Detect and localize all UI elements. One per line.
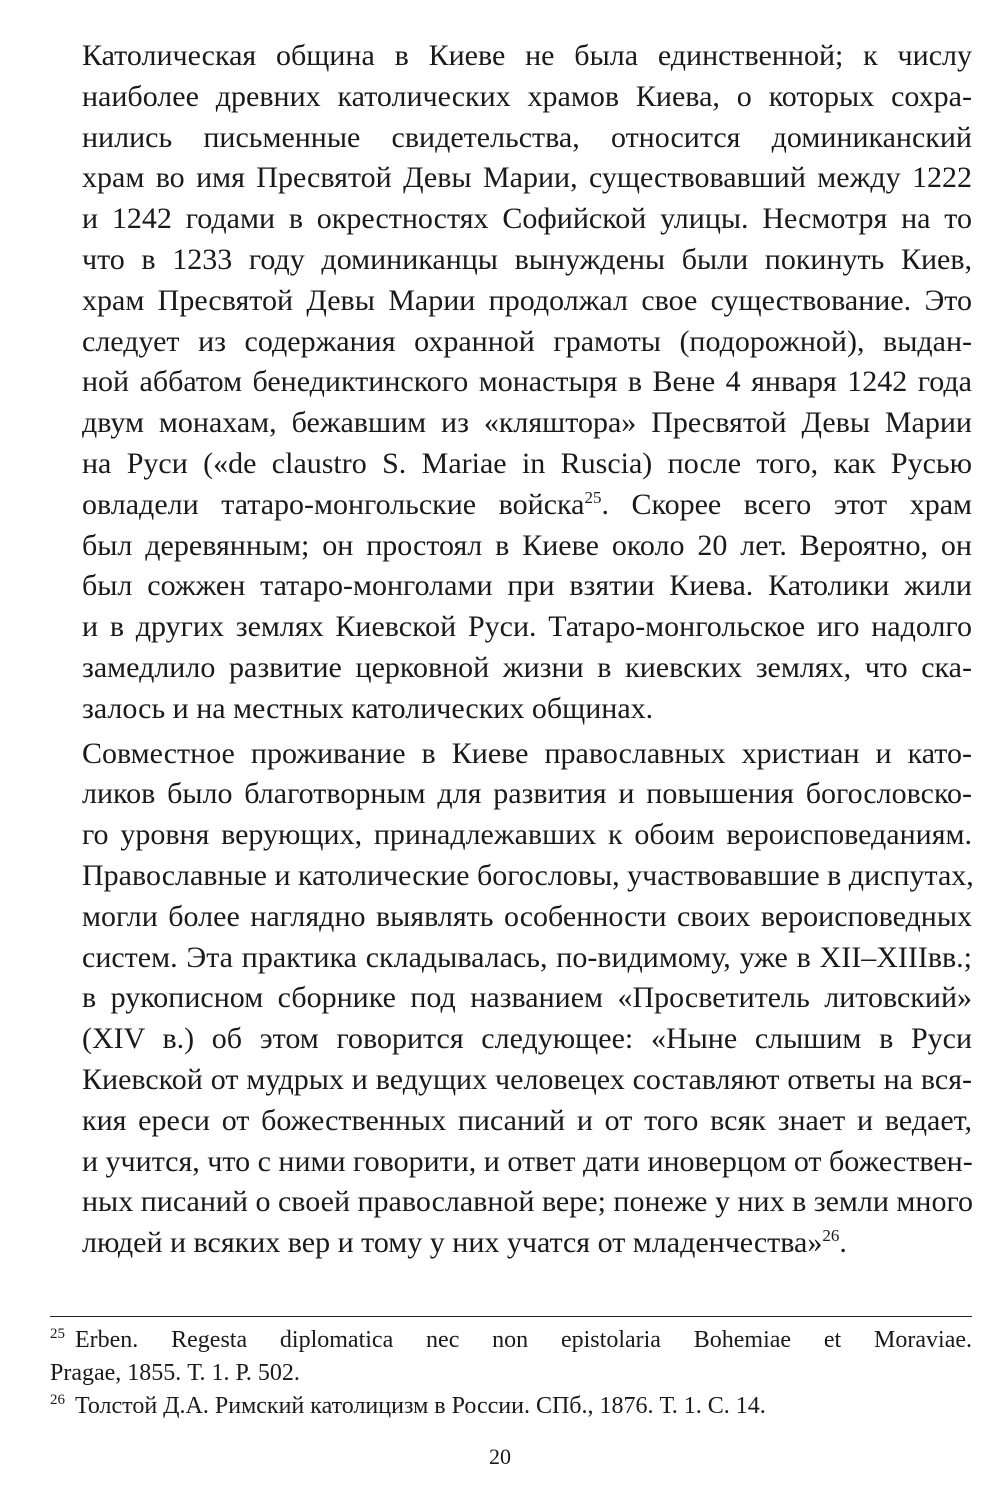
- footnote-26: [50, 1390, 972, 1423]
- footnote-line: Pragae, 1855. Т. 1. Р. 502.: [50, 1360, 300, 1386]
- footnote-line: [50, 1390, 972, 1423]
- footnote-text: Erben. Regesta diplomatica nec non epistolaria Bohemiae et Moraviae.: [75, 1327, 972, 1353]
- text-line: Православные и католические богословы, участвовавшие в диспутах,: [82, 858, 974, 892]
- paragraph-1: [50, 36, 972, 730]
- text-line: был сожжен татаро-монголами при взятии Киева. Католики жили: [82, 569, 972, 603]
- text-line: кия ереси от божественных писаний и от того всяк знает и ведает,: [82, 1103, 972, 1137]
- text-line: следует из содержания охранной грамоты (подорожной), выдан-: [82, 324, 972, 358]
- text-line: ных писаний о своей православной вере; понеже у них в земли много: [82, 1185, 974, 1219]
- text-line: ной аббатом бенедиктинского монастыря в Вене 4 января 1242 года: [82, 365, 972, 399]
- text-segment: . Скорее всего этот храм: [601, 487, 973, 521]
- text-line: двум монахам, бежавшим из «кляштора» Пресвятой Девы Марии: [82, 406, 972, 440]
- text-line: был деревянным; он простоял в Киеве около 20 лет. Вероятно, он: [82, 528, 972, 562]
- footnote-divider: [50, 1316, 972, 1317]
- text-line: ликов было благотворным для развития и повышения богословско-: [82, 777, 972, 811]
- text-line: что в 1233 году доминиканцы вынуждены были покинуть Киев,: [82, 242, 972, 276]
- text-segment: .: [839, 1226, 847, 1260]
- text-line: го уровня верующих, принадлежавших к обоим вероисповеданиям.: [82, 818, 972, 852]
- text-line: (XIV в.) об этом говорится следующее: «Ныне слышим в Руси: [82, 1022, 972, 1056]
- text-line: храм во имя Пресвятой Девы Марии, существовавший между 1222: [82, 161, 972, 195]
- main-text: [50, 36, 972, 1264]
- text-segment: людей и всяких вер и тому у них учатся от младенчества»: [82, 1226, 823, 1260]
- text-line: Киевской от мудрых и ведущих человецех составляют ответы на вся-: [82, 1062, 972, 1096]
- text-line: систем. Эта практика складывалась, по-видимому, уже в XII–XIIIвв.;: [82, 940, 972, 974]
- text-line: замедлило развитие церковной жизни в киевских землях, что ска-: [82, 650, 972, 684]
- text-line: храм Пресвятой Девы Марии продолжал свое существование. Это: [82, 283, 972, 317]
- footnote-25: [50, 1324, 972, 1390]
- text-segment: овладели татаро-монгольские войска: [82, 487, 585, 521]
- text-line-with-footnote-ref: [50, 1223, 972, 1264]
- text-line: залось и на местных католических общинах.: [82, 691, 654, 725]
- text-line-with-footnote-ref: [50, 485, 972, 526]
- text-line: на Руси («de claustro S. Mariae in Ruscia) после того, как Русью: [82, 446, 972, 480]
- text-line: Совместное проживание в Киеве православных христиан и като-: [82, 736, 972, 770]
- text-line: в рукописном сборнике под названием «Просветитель литовский»: [82, 981, 972, 1015]
- footnote-ref-25[interactable]: 25: [584, 487, 602, 507]
- footnote-ref-26[interactable]: 26: [822, 1226, 840, 1246]
- text-line: и в других землях Киевской Руси. Татаро-монгольское иго надолго: [82, 610, 972, 644]
- footnote-line: [50, 1324, 972, 1357]
- footnote-mark: 25: [50, 1326, 65, 1342]
- text-line: могли более наглядно выявлять особенности своих вероисповедных: [82, 899, 972, 933]
- paragraph-2: [50, 734, 972, 1264]
- text-line: наиболее древних католических храмов Киева, о которых сохра-: [82, 79, 972, 113]
- text-line: нились письменные свидетельства, относится доминиканский: [82, 120, 972, 154]
- page-number: 20: [489, 1444, 511, 1469]
- text-line: Католическая община в Киеве не была единственной; к числу: [82, 39, 972, 72]
- footnote-text: Толстой Д.А. Римский католицизм в России. СПб., 1876. Т. 1. С. 14.: [75, 1393, 766, 1419]
- footnote-mark: 26: [50, 1392, 65, 1408]
- text-line: и учится, что с ними говорити, и ответ дати иноверцом от божествен-: [82, 1144, 973, 1178]
- footnotes: [50, 1324, 972, 1423]
- text-line: и 1242 годами в окрестностях Софийской улицы. Несмотря на то: [82, 202, 972, 236]
